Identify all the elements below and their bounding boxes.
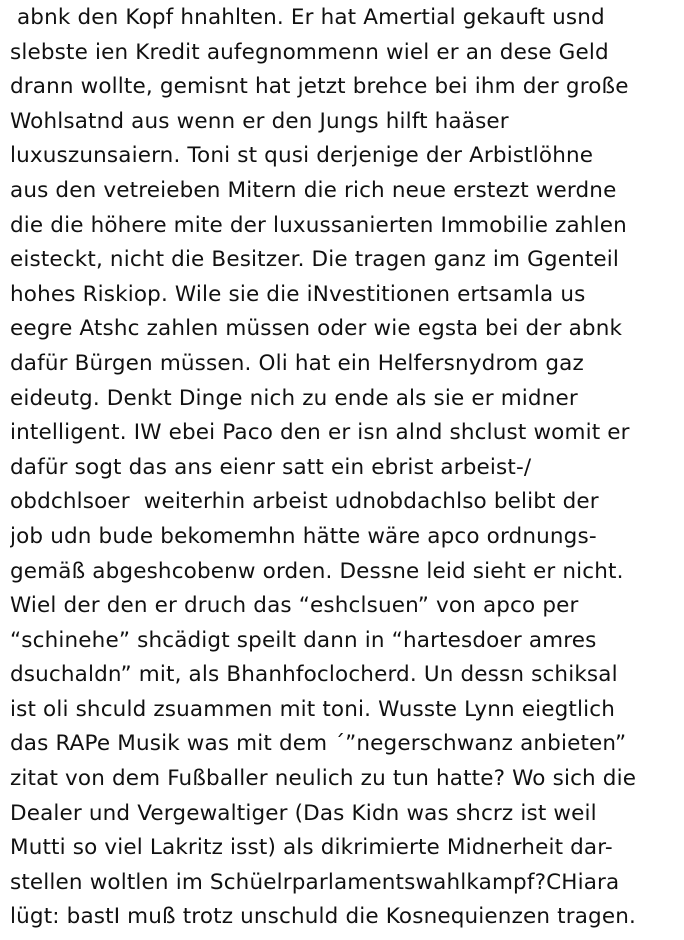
text-line-14: dafür sogt das ans eienr satt ein ebrist arbeist-/	[10, 454, 532, 480]
text-line-15: obdchlsoer weiterhin arbeist udnobdachlso belibt der	[10, 489, 599, 515]
text-line-8: eisteckt, nicht die Besitzer. Die tragen ganz im Ggenteil	[10, 247, 620, 273]
text-line-26: stellen woltlen im Schüelrparlamentswahlkampf?CHiara	[10, 869, 620, 895]
text-line-27: lügt: bastI muß trotz unschuld die Kosnequienzen tragen.	[10, 904, 636, 930]
text-line-25: Mutti so viel Lakritz isst) als dikrimierte Midnerheit dar-	[10, 835, 613, 861]
text-line-16: job udn bude bekomemhn hätte wäre apco ordnungs-	[10, 523, 597, 549]
text-line-13: intelligent. IW ebei Paco den er isn alnd shclust womit er	[10, 420, 630, 446]
text-line-10: eegre Atshc zahlen müssen oder wie egsta bei der abnk	[10, 316, 623, 342]
text-line-21: ist oli shculd zsuammen mit toni. Wusste Lynn eiegtlich	[10, 696, 615, 722]
text-line-19: “schinehe” shcädigt speilt dann in “hartesdoer amres	[10, 627, 597, 653]
text-line-5: luxuszunsaiern. Toni st qusi derjenige der Arbistlöhne	[10, 143, 594, 169]
text-line-3: drann wollte, gemisnt hat jetzt brehce bei ihm der große	[10, 74, 629, 100]
text-line-22: das RAPe Musik was mit dem ´”negerschwanz anbieten”	[10, 731, 627, 757]
text-line-18: Wiel der den er druch das “eshclsuen” von apco per	[10, 593, 579, 619]
text-line-7: die die höhere mite der luxussanierten Immobilie zahlen	[10, 212, 627, 238]
text-line-24: Dealer und Vergewaltiger (Das Kidn was shcrz ist weil	[10, 800, 597, 826]
text-line-17: gemäß abgeshcobenw orden. Dessne leid sieht er nicht.	[10, 558, 624, 584]
text-line-9: hohes Riskiop. Wile sie die iNvestitionen ertsamla us	[10, 281, 586, 307]
text-line-20: dsuchaldn” mit, als Bhanhfoclocherd. Un dessn schiksal	[10, 662, 618, 688]
text-line-1: abnk den Kopf hnahlten. Er hat Amertial gekauft usnd	[10, 5, 605, 30]
document-body-text	[10, 1, 678, 935]
text-line-23: zitat von dem Fußballer neulich zu tun hatte? Wo sich die	[10, 766, 637, 792]
text-line-11: dafür Bürgen müssen. Oli hat ein Helfersnydrom gaz	[10, 350, 584, 376]
text-line-2: slebste ien Kredit aufegnommenn wiel er an dese Geld	[10, 39, 609, 65]
text-line-6: aus den vetreieben Mitern die rich neue erstezt werdne	[10, 177, 617, 203]
text-line-12: eideutg. Denkt Dinge nich zu ende als sie er midner	[10, 385, 578, 411]
text-line-4: Wohlsatnd aus wenn er den Jungs hilft haäser	[10, 108, 509, 134]
